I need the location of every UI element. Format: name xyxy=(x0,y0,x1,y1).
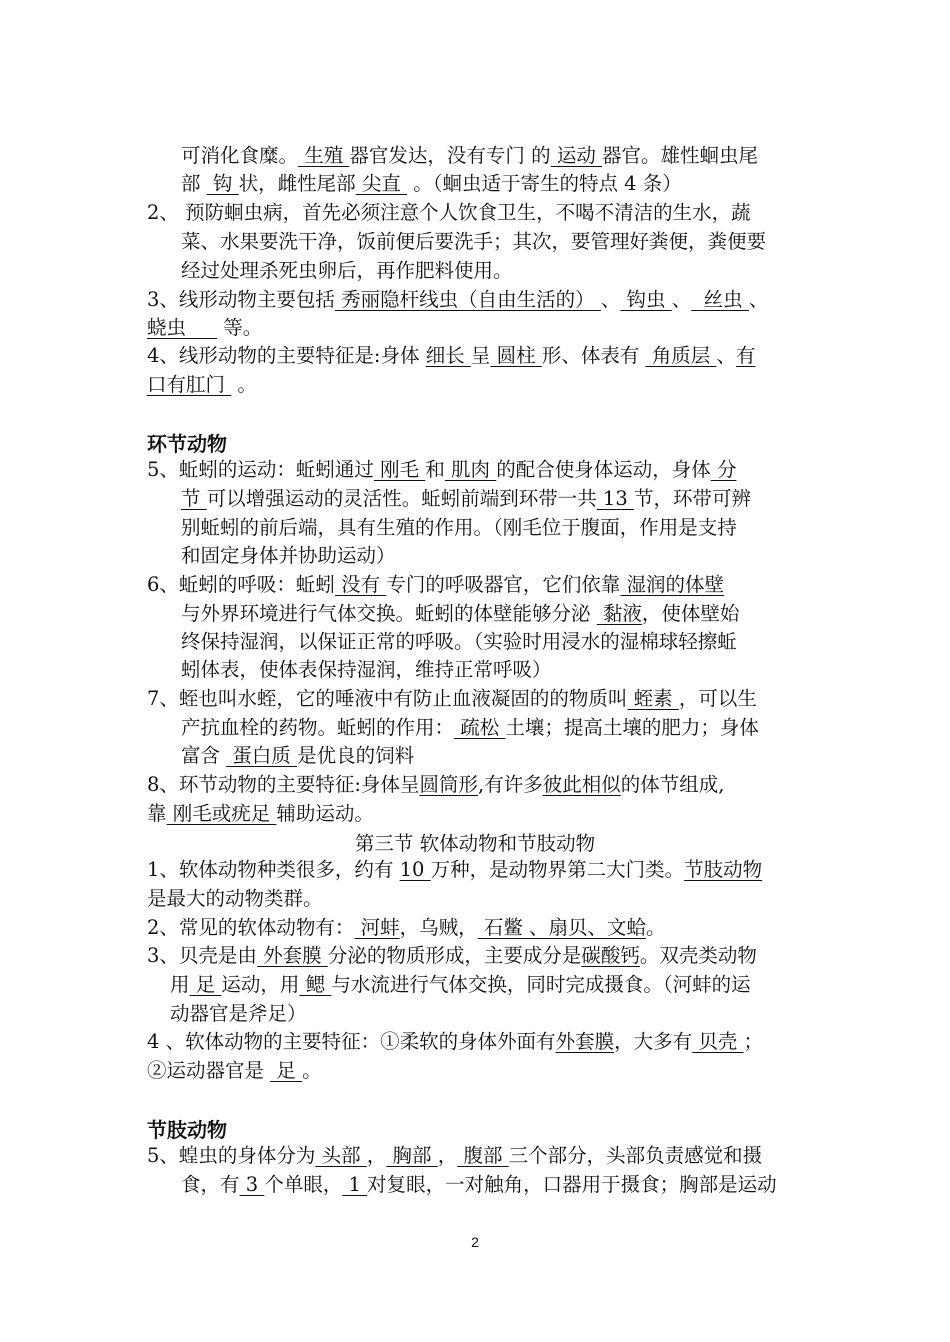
text-segment: ， xyxy=(437,1144,458,1167)
text-segment: 呈 xyxy=(470,344,491,367)
text-segment: 状，雌性尾部 xyxy=(238,172,356,195)
text-segment: 器官发达，没有专门 的 xyxy=(349,144,551,167)
text-line xyxy=(181,714,759,741)
text-segment: 动器官是斧足） xyxy=(170,1002,307,1025)
text-segment: 和固定身体并协助运动） xyxy=(181,544,396,567)
answer-blank: 肌肉 xyxy=(444,458,497,481)
answer-blank: 蛲虫 xyxy=(147,316,217,339)
text-segment: 。双壳类动物 xyxy=(639,944,757,967)
text-segment: 等。 xyxy=(217,316,263,339)
answer-blank: 有 xyxy=(735,344,756,367)
section-title: 第三节 软体动物和节肢动物 xyxy=(354,832,596,855)
text-segment: 终保持湿润，以保证正常的呼吸。（实验时用浸水的湿棉球轻擦蚯 xyxy=(181,630,737,653)
text-segment: 1、软体动物种类很多，约有 xyxy=(147,858,400,881)
answer-blank: 口有肛门 xyxy=(147,373,232,396)
answer-blank: 蛭素 xyxy=(627,687,679,710)
answer-blank: 没有 xyxy=(334,573,387,596)
text-line xyxy=(181,542,396,569)
text-segment: 食，有 xyxy=(181,1173,240,1196)
text-segment: 土壤；提高土壤的肥力；身体 xyxy=(505,716,759,739)
text-segment: ②运动器官是 xyxy=(147,1059,271,1082)
answer-blank: 钩 xyxy=(206,172,239,195)
text-line xyxy=(170,971,751,998)
answer-blank: 头部 xyxy=(315,1144,367,1167)
text-segment: 三个部分，头部负责感觉和摄 xyxy=(508,1144,763,1167)
text-segment: 富含 xyxy=(181,744,227,767)
text-line xyxy=(147,885,323,912)
answer-blank: 河蚌 xyxy=(354,916,400,939)
answer-blank: 节肢动物 xyxy=(684,858,763,881)
text-line xyxy=(147,1057,322,1084)
answer-blank: 外套膜 xyxy=(256,944,328,967)
answer-blank: 疏松 xyxy=(454,716,506,739)
answer-blank: 圆柱 xyxy=(490,344,542,367)
text-line xyxy=(147,771,724,798)
text-segment: 。（蛔虫适于寄生的特点 4 条） xyxy=(407,172,682,195)
text-segment: 是最大的动物类群。 xyxy=(147,887,323,910)
answer-blank: 外套膜 xyxy=(555,1030,615,1053)
answer-blank: 足 xyxy=(270,1059,303,1082)
text-line xyxy=(147,371,257,398)
text-segment: 专门的呼吸器官，它们依靠 xyxy=(386,573,621,596)
text-segment: 2、 预防蛔虫病，首先必须注意个人饮食卫生，不喝不清洁的生水，蔬 xyxy=(147,201,751,224)
text-line xyxy=(170,1000,307,1027)
answer-blank: 黏液 xyxy=(596,602,642,625)
text-segment: 形、体表有 xyxy=(541,344,646,367)
text-segment: 。 xyxy=(646,916,666,939)
answer-blank: 角质层 xyxy=(645,344,717,367)
text-segment: ； xyxy=(743,1030,764,1053)
text-segment: ，大多有 xyxy=(614,1030,693,1053)
text-line xyxy=(147,800,374,827)
text-line xyxy=(147,1028,763,1055)
text-segment: 7、蛭也叫水蛭，它的唾液中有防止血液凝固的的物质叫 xyxy=(147,687,628,710)
text-segment: 与外界环境进行气体交换。蚯蚓的体壁能够分泌 xyxy=(181,602,597,625)
text-line xyxy=(147,286,768,313)
text-segment: 经过处理杀死虫卵后，再作肥料使用。 xyxy=(181,259,513,282)
text-line xyxy=(147,314,262,341)
text-line xyxy=(181,656,552,683)
answer-blank: 石鳖 、扇贝、文蛤 xyxy=(477,916,647,939)
text-line xyxy=(181,628,737,655)
answer-blank: 腹部 xyxy=(457,1144,509,1167)
text-line xyxy=(147,914,666,941)
text-segment: 靠 xyxy=(147,802,167,825)
text-segment: 部 xyxy=(181,172,207,195)
answer-blank: 运动 xyxy=(550,144,603,167)
text-segment: 的体节组成, xyxy=(620,773,725,796)
text-line xyxy=(147,685,757,712)
heading-annelids: 环节动物 xyxy=(147,432,227,456)
text-segment: ，可以生 xyxy=(678,687,757,710)
text-line xyxy=(181,142,758,169)
text-segment: 5、蚯蚓的运动：蚯蚓通过 xyxy=(147,458,374,481)
text-line xyxy=(181,1171,777,1198)
answer-blank: 分 xyxy=(710,458,737,481)
answer-blank: 生殖 xyxy=(298,144,350,167)
text-segment: ,有许多 xyxy=(478,773,543,796)
text-segment: 、 xyxy=(600,288,621,311)
text-segment: 用 xyxy=(170,973,190,996)
answer-blank: 钩虫 xyxy=(620,288,672,311)
text-segment: 与水流进行气体交换，同时完成摄食。（河蚌的运 xyxy=(331,973,751,996)
text-line xyxy=(147,571,724,598)
answer-blank: 圆筒形 xyxy=(419,773,478,796)
text-line xyxy=(181,257,513,284)
answer-blank: 丝虫 xyxy=(691,288,749,311)
answer-blank: 鳃 xyxy=(299,973,332,996)
text-line xyxy=(147,342,755,369)
text-segment: 、 xyxy=(748,288,769,311)
text-line xyxy=(181,600,739,627)
text-segment: 是优良的饲料 xyxy=(297,744,415,767)
text-segment: ，乌贼， xyxy=(399,916,478,939)
answer-blank: 碳酸钙 xyxy=(581,944,640,967)
text-segment: 。 xyxy=(231,373,257,396)
text-segment: 可消化食糜。 xyxy=(181,144,299,167)
answer-blank: 10 xyxy=(399,858,431,881)
answer-blank: 1 xyxy=(342,1173,368,1196)
answer-blank: 节 xyxy=(181,487,207,510)
text-segment: 3、贝壳是由 xyxy=(147,944,257,967)
text-line xyxy=(181,170,682,197)
text-segment: 个单眼， xyxy=(264,1173,343,1196)
text-line xyxy=(181,514,737,541)
text-segment: 的配合使身体运动，身体 xyxy=(496,458,711,481)
answer-blank: 彼此相似 xyxy=(542,773,621,796)
text-line xyxy=(181,742,414,769)
heading-arthropods: 节肢动物 xyxy=(147,1118,227,1142)
answer-blank: 湿润的体壁 xyxy=(620,573,725,596)
text-segment: 6、蚯蚓的呼吸：蚯蚓 xyxy=(147,573,335,596)
answer-blank: 尖直 xyxy=(355,172,408,195)
text-segment: 2、常见的软体动物有： xyxy=(147,916,355,939)
text-segment: 、 xyxy=(716,344,736,367)
text-segment: ，使体壁始 xyxy=(641,602,740,625)
answer-blank: 胸部 xyxy=(386,1144,438,1167)
answer-blank: 3 xyxy=(239,1173,265,1196)
answer-blank: 贝壳 xyxy=(692,1030,744,1053)
text-line xyxy=(147,1142,762,1169)
text-segment: 。 xyxy=(302,1059,322,1082)
text-segment: 分泌的物质形成，主要成分是 xyxy=(327,944,582,967)
answer-blank: 蛋白质 xyxy=(226,744,298,767)
text-segment: 节，环带可辨 xyxy=(633,487,751,510)
text-segment: 别蚯蚓的前后端，具有生殖的作用。（刚毛位于腹面，作用是支持 xyxy=(181,516,737,539)
text-line xyxy=(147,856,762,883)
text-line xyxy=(181,228,766,255)
answer-blank: 13 xyxy=(596,487,634,510)
text-segment: 3、线形动物主要包括 xyxy=(147,288,335,311)
text-segment: 5、蝗虫的身体分为 xyxy=(147,1144,316,1167)
text-line xyxy=(147,199,751,226)
text-line xyxy=(147,942,757,969)
text-segment: 8、环节动物的主要特征:身体呈 xyxy=(147,773,420,796)
answer-blank: 刚毛或疣足 xyxy=(166,802,277,825)
answer-blank: 细长 xyxy=(425,344,471,367)
text-line xyxy=(147,456,736,483)
text-segment: ， xyxy=(366,1144,387,1167)
text-segment: 可以增强运动的灵活性。蚯蚓前端到环带一共 xyxy=(206,487,597,510)
text-segment: 万种，是动物界第二大门类。 xyxy=(430,858,685,881)
answer-blank: 足 xyxy=(189,973,222,996)
text-segment: 、 xyxy=(671,288,692,311)
text-segment: 蚓体表，使体表保持湿润，维持正常呼吸） xyxy=(181,658,552,681)
text-segment: 产抗血栓的药物。蚯蚓的作用： xyxy=(181,716,455,739)
text-line xyxy=(181,485,751,512)
answer-blank: 秀丽隐杆线虫（自由生活的） xyxy=(334,288,601,311)
text-segment: 菜、水果要洗干净，饭前便后要洗手；其次，要管理好粪便，粪便要 xyxy=(181,230,767,253)
text-segment: 运动，用 xyxy=(221,973,300,996)
page-number: 2 xyxy=(471,1234,479,1250)
text-segment: 4 、软体动物的主要特征：①柔软的身体外面有 xyxy=(147,1030,556,1053)
text-segment: 4、线形动物的主要特征是:身体 xyxy=(147,344,426,367)
answer-blank: 刚毛 xyxy=(373,458,426,481)
text-segment: 器官。雄性蛔虫尾 xyxy=(602,144,759,167)
text-segment: 对复眼，一对触角，口器用于摄食；胸部是运动 xyxy=(367,1173,777,1196)
text-segment: 和 xyxy=(425,458,445,481)
text-segment: 辅助运动。 xyxy=(276,802,374,825)
